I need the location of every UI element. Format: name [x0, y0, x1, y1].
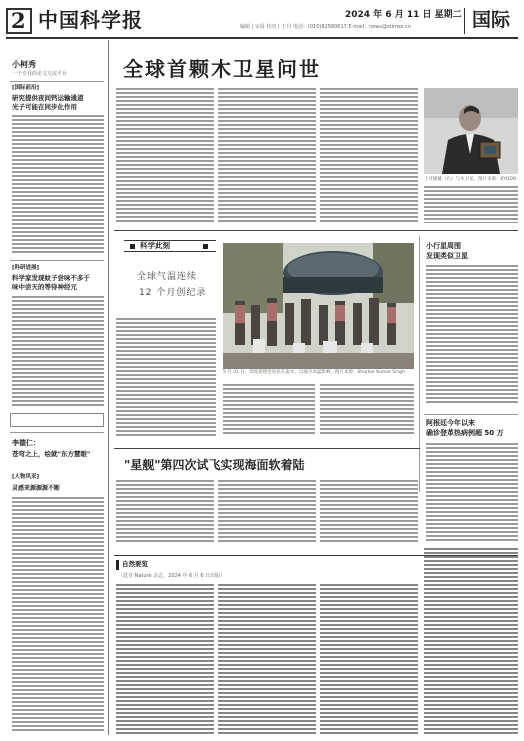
second-body-col — [218, 480, 316, 542]
right-story1-title-2: 发现类似卫星 — [426, 252, 468, 260]
lead-photo — [424, 88, 518, 174]
second-body-col — [116, 480, 214, 542]
bottom-subtitle: （选自 Nature 杂志，2024 年 6 月 6 日出版） — [118, 573, 226, 579]
item2-title-2: 味中尝天的等待神经元 — [12, 283, 77, 291]
lead-rule — [114, 230, 518, 231]
column-title: 小柯秀 — [12, 60, 36, 69]
bottom-section-tag: 自然要览 — [122, 560, 148, 568]
right-story1-title: 小行星周围 — [426, 242, 461, 250]
quote-body — [12, 497, 104, 733]
page-number: 2 — [11, 8, 26, 33]
second-story-rule — [114, 448, 420, 449]
feature-title-2: 12 个月创纪录 — [139, 288, 207, 298]
url-box — [10, 413, 104, 427]
quote-title: 苍穹之上，绘就"东方慧眼" — [12, 450, 91, 458]
second-headline: "星舰"第四次试飞实现海面软着陆 — [124, 458, 305, 472]
column-subtitle: 一个专业的论文交流平台 — [12, 71, 68, 77]
bottom-body-col — [218, 584, 316, 734]
feature-photo-scene — [223, 243, 414, 369]
quote-author: 李德仁： — [12, 439, 40, 447]
item1-tag: [国际前沿] — [12, 85, 40, 91]
bottom-body-col — [320, 584, 418, 734]
bottom-body-col — [116, 584, 214, 734]
left-column-divider — [108, 40, 109, 735]
lead-photo-caption: 土井隆雄（右）与木卫星。图片来源：KYODO — [424, 177, 517, 182]
quote-tag: [人物风采] — [12, 474, 40, 480]
section-divider — [464, 8, 465, 34]
left-rule — [10, 81, 104, 82]
right-story1-body — [426, 265, 518, 403]
section-name: 国际 — [472, 9, 511, 31]
quote-line: 灵感来源源源不断 — [12, 485, 61, 492]
right-story2-title: 阿根廷今年以来 — [426, 419, 475, 427]
feature-body-col — [116, 318, 216, 438]
right-story2-title-2: 确诊登革热病例超 50 万 — [426, 429, 504, 437]
right-rule — [424, 414, 518, 415]
item2-body — [12, 296, 104, 408]
feature-tag-marker — [203, 244, 208, 249]
second-body-col — [320, 480, 418, 542]
feature-title: 全球气温连续 — [137, 272, 198, 282]
feature-body-col — [223, 384, 315, 436]
left-rule — [10, 260, 104, 261]
bottom-body-col — [424, 548, 518, 734]
feature-photo — [223, 243, 414, 369]
right-column-divider — [419, 236, 420, 491]
lead-body-col — [320, 88, 418, 223]
left-rule — [10, 432, 104, 433]
feature-photo-caption: 5 月 31 日，印度新德里居民在取水，以减少高温影响。图片来源：Sharkar Kumar Singh — [223, 370, 405, 375]
lead-body-col — [424, 186, 518, 223]
item1-body — [12, 115, 104, 253]
item1-title-2: 光子可能在同步化作用 — [12, 103, 77, 111]
masthead-rule — [6, 37, 518, 39]
contact-line: 编辑 | 宋晨 校对 | 王丹 电话：(010)62580617 E-mail：news@stimes.cn — [240, 24, 412, 30]
lead-body-col — [116, 88, 214, 223]
feature-tag-marker — [130, 244, 135, 249]
feature-body-col — [320, 384, 414, 436]
paper-name: 中国科学报 — [38, 8, 143, 32]
lead-headline: 全球首颗木卫星问世 — [123, 57, 321, 81]
lead-body-col — [218, 88, 316, 223]
lead-photo-figure — [424, 88, 518, 174]
item2-tag: [科研进展] — [12, 265, 40, 271]
date-line: 2024 年 6 月 11 日 星期二 — [345, 10, 462, 20]
right-story2-body — [426, 443, 518, 541]
item2-title: 科学家发现蚊子尝味不多于 — [12, 274, 90, 282]
item1-title: 研究提供夜间钙运输通道 — [12, 94, 84, 102]
feature-tag: 科学此刻 — [140, 241, 170, 250]
